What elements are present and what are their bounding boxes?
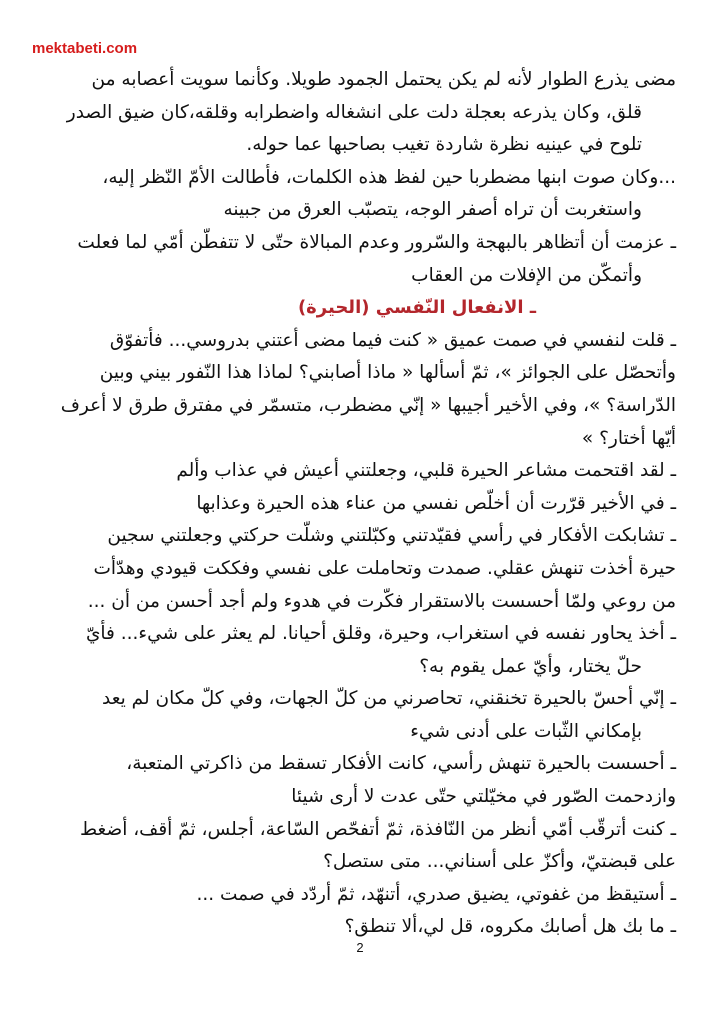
text-line: ـ إنّي أحسّ بالحيرة تخنقني، تحاصرني من كلّ الجهات، وفي كلّ مكان لم يعد xyxy=(102,688,676,710)
text-line: واستغربت أن تراه أصفر الوجه، يتصبّب العرق من جبينه xyxy=(223,199,642,221)
text-line: حلّ يختار، وأيّ عمل يقوم به؟ xyxy=(419,655,642,677)
text-line: ـ ما بك هل أصابك مكروه، قل لي،ألا تنطق؟ xyxy=(344,916,676,938)
text-line: بإمكاني الثّبات على أدنى شيء xyxy=(410,720,642,742)
page-number: 2 xyxy=(356,940,364,955)
text-line: وازدحمت الصّور في مخيّلتي حتّى عدت لا أرى شيئا xyxy=(291,786,676,808)
text-line: تلوح في عينيه نظرة شاردة تغيب بصاحبها عما حوله. xyxy=(246,134,642,156)
text-line: وأتمكّن من الإفلات من العقاب xyxy=(411,264,642,286)
text-line: ـ تشابكت الأفكار في رأسي فقيّدتني وكبّلتني وشلّت حركتي وجعلتني سجين xyxy=(107,525,676,547)
text-line: على قبضتيّ، وأكزّ على أسناني... متى ستصل؟ xyxy=(323,851,676,873)
text-line: ـ أخذ يحاور نفسه في استغراب، وحيرة، وقلق أحيانا. لم يعثر على شيء... فأيّ xyxy=(85,623,676,645)
text-line: ـ لقد اقتحمت مشاعر الحيرة قلبي، وجعلتني أعيش في عذاب وألم xyxy=(176,460,676,482)
document-body xyxy=(44,64,676,944)
site-watermark: mektabeti.com xyxy=(32,40,138,57)
section-heading: ـ الانفعال النّفسي (الحيرة) xyxy=(297,297,536,319)
text-line: ـ أحسست بالحيرة تنهش رأسي، كانت الأفكار تسقط من ذاكرتي المتعبة، xyxy=(126,753,676,775)
text-line: الدّراسة؟ »، وفي الأخير أجيبها « إنّي مضطرب، متسمّر في مفترق طرق لا أعرف xyxy=(60,394,676,416)
text-line: ـ كنت أترقّب أمّي أنظر من النّافذة، ثمّ أتفحّص السّاعة، أجلس، ثمّ أقف، أضغط xyxy=(80,818,676,840)
text-line: من روعي ولمّا أحسست بالاستقرار فكّرت في هدوء ولم أجد أحسن من أن ... xyxy=(87,590,676,612)
text-line: مضى يذرع الطوار لأنه لم يكن يحتمل الجمود طويلا. وكأنما سويت أعصابه من xyxy=(91,69,676,90)
text-line: وأتحصّل على الجوائز »، ثمّ أسألها « ماذا أصابني؟ لماذا هذا النّفور بيني وبين xyxy=(99,362,676,384)
text-line: قلق، وكان يذرعه بعجلة دلت على انشغاله واضطرابه وقلقه،كان ضيق الصدر xyxy=(66,101,642,123)
text-line: ...وكان صوت ابنها مضطربا حين لفظ هذه الكلمات، فأطالت الأمّ النّظر إليه، xyxy=(102,166,676,188)
text-line: ـ عزمت أن أتظاهر بالبهجة والسّرور وعدم المبالاة حتّى لا تتفطّن أمّي لما فعلت xyxy=(77,231,676,253)
text-line: أيّها أختار؟ » xyxy=(581,427,676,449)
text-line: ـ في الأخير قرّرت أن أخلّص نفسي من عناء هذه الحيرة وعذابها xyxy=(196,492,676,514)
text-line: ـ أستيقظ من غفوتي، يضيق صدري، أتنهّد، ثمّ أردّد في صمت ... xyxy=(196,883,676,905)
text-line: ـ قلت لنفسي في صمت عميق « كنت فيما مضى أعتني بدروسي... فأتفوّق xyxy=(109,329,676,351)
text-line: حيرة أخذت تنهش عقلي. صمدت وتحاملت على نفسي وفككت قيودي وهدّأت xyxy=(93,557,676,579)
